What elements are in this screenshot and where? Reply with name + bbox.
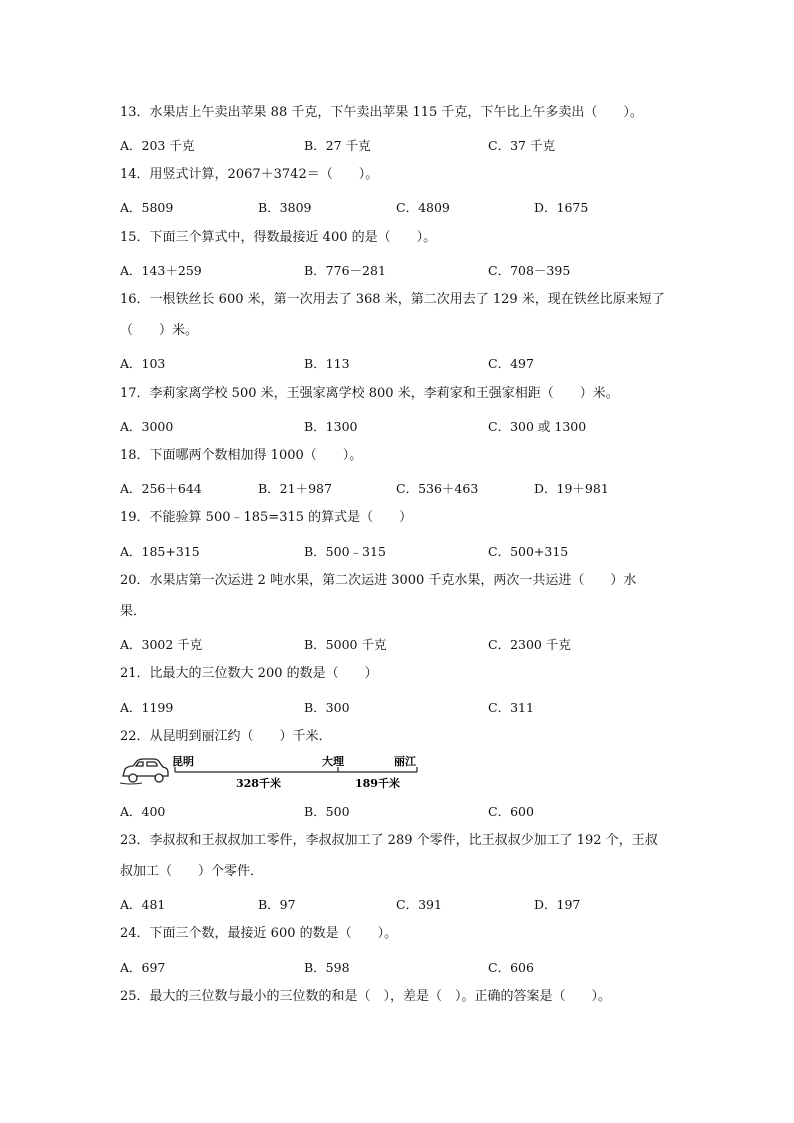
- options-13: [120, 136, 680, 158]
- option-a[interactable]: A．143＋259: [120, 263, 202, 278]
- route-diagram: [120, 752, 420, 792]
- option-a[interactable]: A．697: [120, 960, 166, 975]
- option-a[interactable]: A．3000: [120, 419, 174, 434]
- options-19: [120, 542, 680, 564]
- label-distance-1: 328千米: [236, 777, 281, 790]
- question-22: 22．从昆明到丽江约（ ）千米．: [120, 729, 332, 744]
- option-c[interactable]: C．311: [488, 700, 534, 715]
- options-23: [120, 895, 680, 917]
- option-a[interactable]: A．185+315: [120, 544, 200, 559]
- question-23-line-2: 叔加工（ ）个零件．: [120, 864, 264, 879]
- option-c[interactable]: C．391: [396, 897, 442, 912]
- option-b[interactable]: B．113: [304, 356, 350, 371]
- question-20-line-2: 果．: [120, 604, 147, 619]
- option-b[interactable]: B．3809: [258, 200, 312, 215]
- question-23-line-1: 23．李叔叔和王叔叔加工零件，李叔叔加工了 289 个零件，比王叔叔少加工了 192 个，王叔: [120, 833, 658, 848]
- options-14: [120, 198, 680, 220]
- option-b[interactable]: B．500: [304, 804, 350, 819]
- option-d[interactable]: D．1675: [534, 200, 589, 215]
- question-16-line-2: （ ）米。: [120, 323, 199, 338]
- question-14: 14．用竖式计算，2067＋3742＝（ ）。: [120, 167, 379, 182]
- question-17: 17．李莉家离学校 500 米，王强家离学校 800 米，李莉家和王强家相距（ ）米。: [120, 386, 619, 401]
- option-c[interactable]: C．4809: [396, 200, 450, 215]
- option-a[interactable]: A．1199: [120, 700, 174, 715]
- option-d[interactable]: D．19＋981: [534, 481, 609, 496]
- options-20: [120, 635, 680, 657]
- option-b[interactable]: B．1300: [304, 419, 358, 434]
- option-a[interactable]: A．400: [120, 804, 166, 819]
- option-a[interactable]: A．203 千克: [120, 138, 195, 153]
- question-20-line-1: 20．水果店第一次运进 2 吨水果，第二次运进 3000 千克水果，两次一共运进（ ）水: [120, 573, 637, 588]
- option-c[interactable]: C．300 或 1300: [488, 419, 587, 434]
- option-b[interactable]: B．500﹣315: [304, 544, 386, 559]
- options-21: [120, 698, 680, 720]
- option-c[interactable]: C．497: [488, 356, 534, 371]
- option-c[interactable]: C．37 千克: [488, 138, 555, 153]
- question-13: 13．水果店上午卖出苹果 88 千克，下午卖出苹果 115 千克，下午比上午多卖出（ ）。: [120, 105, 643, 120]
- option-a[interactable]: A．5809: [120, 200, 174, 215]
- options-17: [120, 417, 680, 439]
- option-b[interactable]: B．776－281: [304, 263, 386, 278]
- car-icon: [120, 759, 168, 784]
- question-16-line-1: 16．一根铁丝长 600 米，第一次用去了 368 米，第二次用去了 129 米，现在铁丝比原来短了: [120, 292, 665, 307]
- option-c[interactable]: C．708－395: [488, 263, 571, 278]
- option-d[interactable]: D．197: [534, 897, 581, 912]
- option-c[interactable]: C．536＋463: [396, 481, 479, 496]
- question-18: 18．下面哪两个数相加得 1000（ ）。: [120, 448, 363, 463]
- label-dali: 大理: [322, 755, 344, 768]
- option-c[interactable]: C．600: [488, 804, 534, 819]
- options-18: [120, 479, 680, 501]
- option-c[interactable]: C．500+315: [488, 544, 569, 559]
- option-b[interactable]: B．27 千克: [304, 138, 371, 153]
- option-c[interactable]: C．606: [488, 960, 534, 975]
- option-a[interactable]: A．3002 千克: [120, 637, 203, 652]
- option-b[interactable]: B．21＋987: [258, 481, 332, 496]
- options-22: [120, 802, 680, 824]
- label-kunming: 昆明: [172, 755, 194, 768]
- option-a[interactable]: A．103: [120, 356, 166, 371]
- option-c[interactable]: C．2300 千克: [488, 637, 571, 652]
- question-19: 19．不能验算 500﹣185=315 的算式是（ ）: [120, 510, 413, 525]
- option-a[interactable]: A．481: [120, 897, 166, 912]
- option-b[interactable]: B．598: [304, 960, 350, 975]
- option-b[interactable]: B．300: [304, 700, 350, 715]
- option-b[interactable]: B．97: [258, 897, 296, 912]
- label-lijiang: 丽江: [394, 755, 416, 768]
- option-a[interactable]: A．256＋644: [120, 481, 202, 496]
- question-15: 15．下面三个算式中，得数最接近 400 的是（ ）。: [120, 230, 437, 245]
- options-15: [120, 261, 680, 283]
- options-16: [120, 354, 680, 376]
- question-21: 21．比最大的三位数大 200 的数是（ ）: [120, 666, 378, 681]
- question-24: 24．下面三个数，最接近 600 的数是（ ）。: [120, 926, 398, 941]
- options-24: [120, 958, 680, 980]
- label-distance-2: 189千米: [355, 777, 400, 790]
- question-25: 25．最大的三位数与最小的三位数的和是（ ），差是（ ）。正确的答案是（ ）。: [120, 989, 612, 1004]
- option-b[interactable]: B．5000 千克: [304, 637, 387, 652]
